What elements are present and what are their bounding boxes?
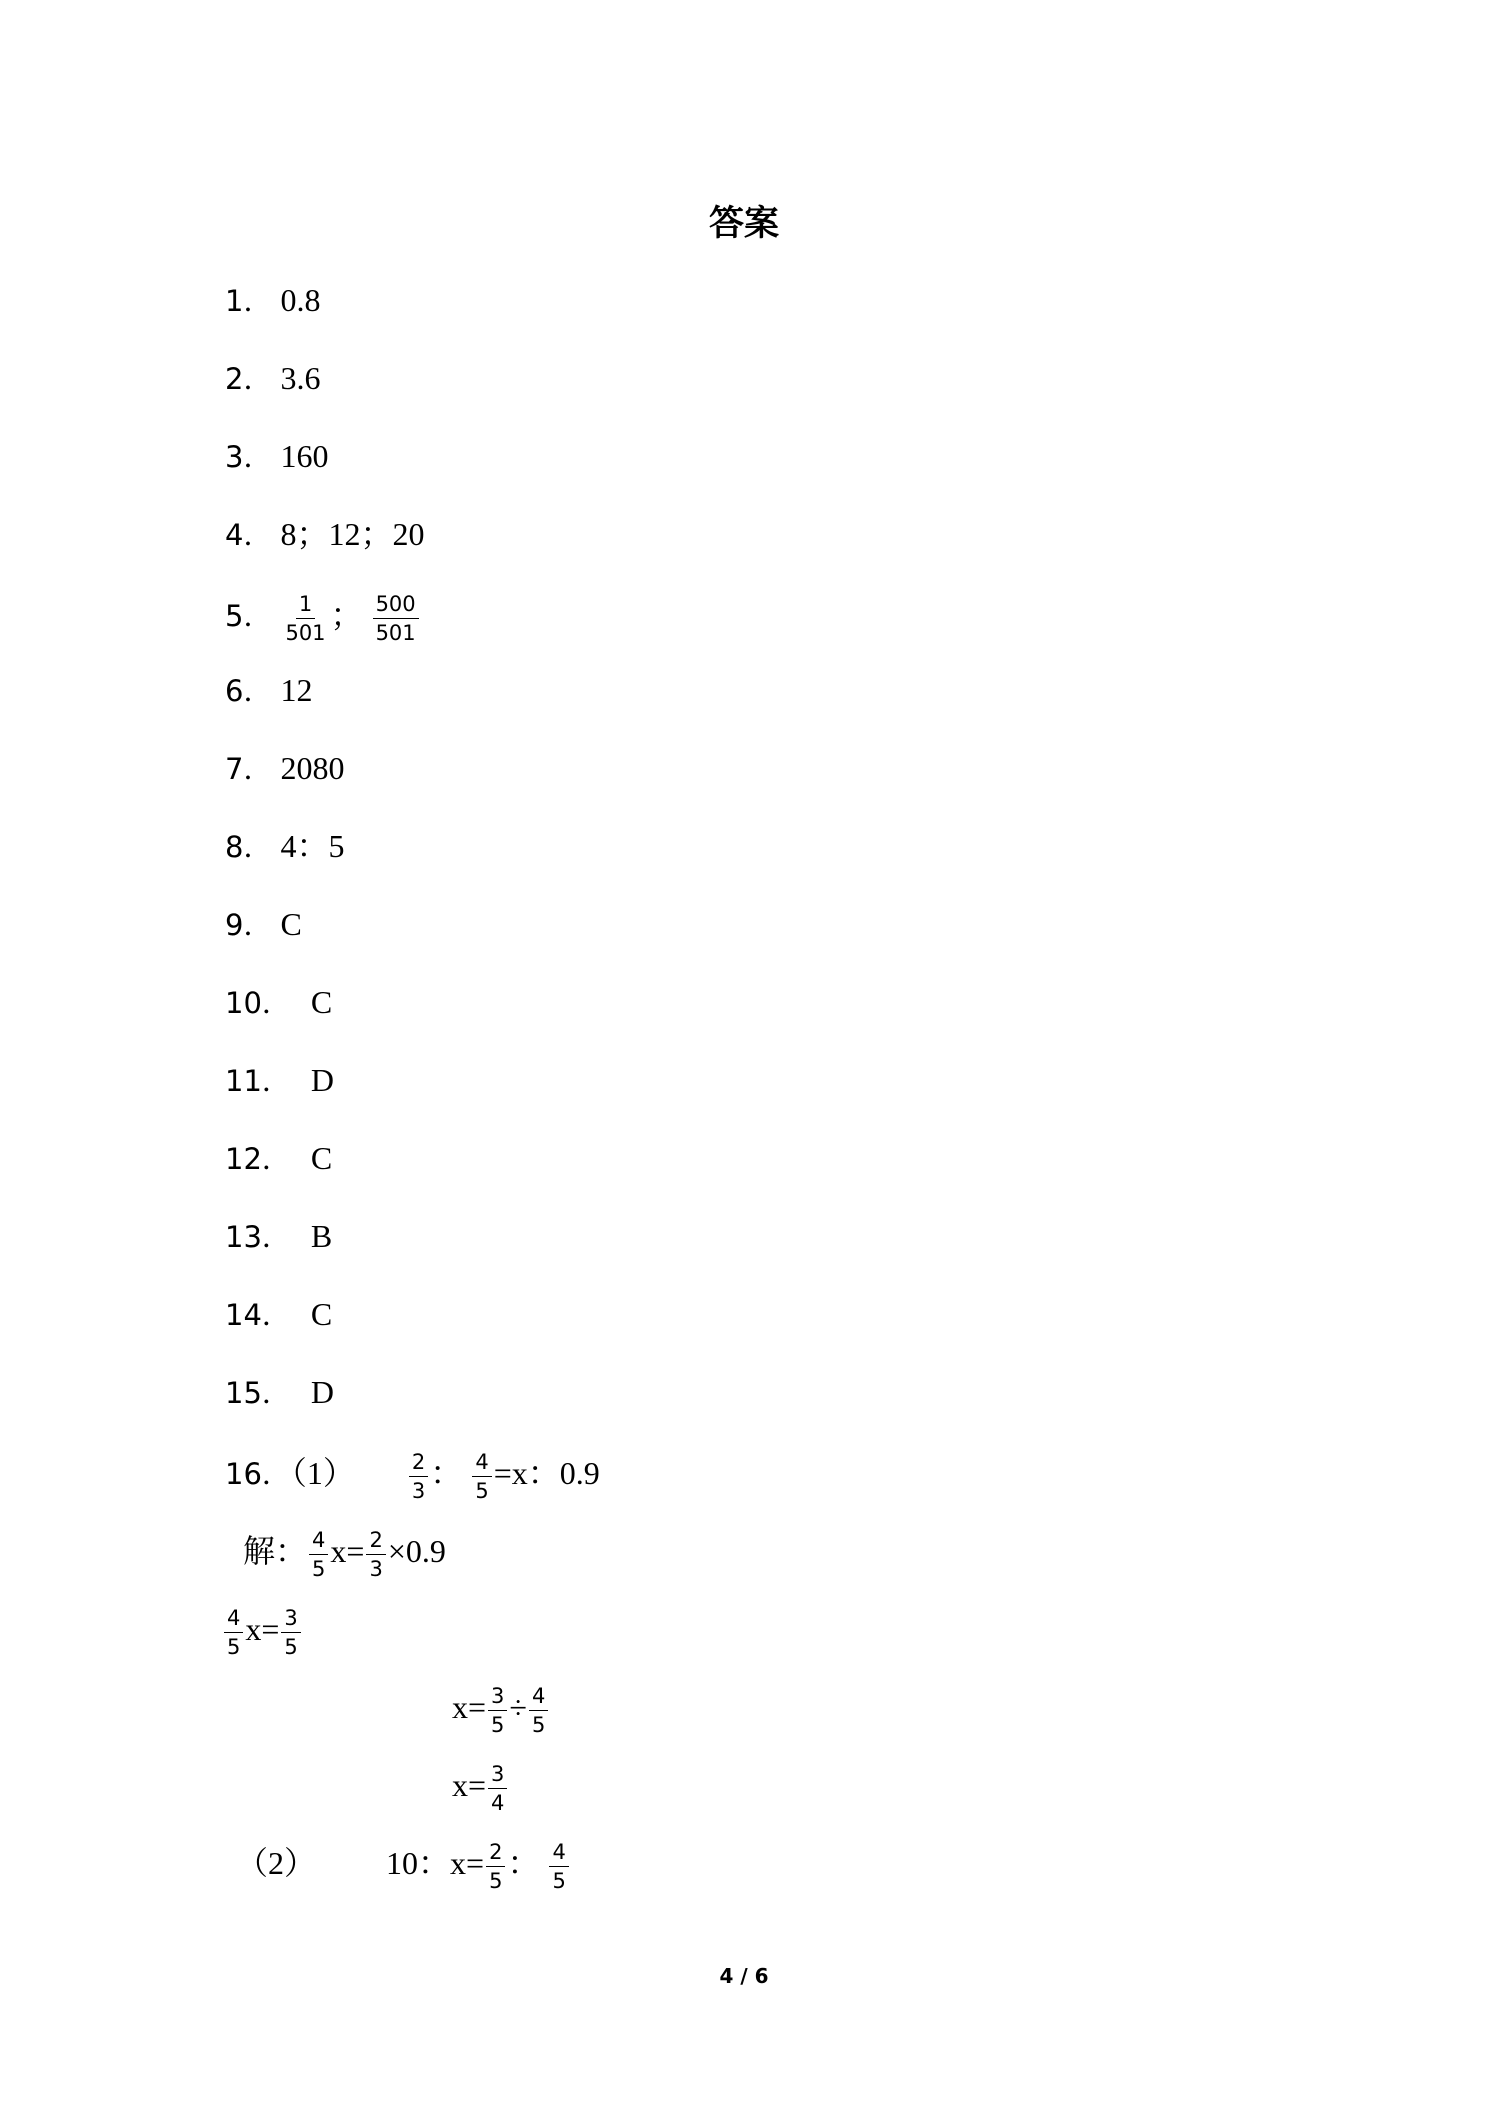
page-number: 4 / 6 [719,1964,769,1988]
answer-line: 9． C [225,906,302,942]
fraction: $\frac{2}{5}$ [486,1840,505,1893]
fraction: $\frac{3}{5}$ [488,1684,507,1737]
page-title: 答案 [708,204,779,244]
answer-line: 15． D [225,1374,335,1410]
answer-line: 13． B [225,1218,333,1254]
fraction: $\frac{4}{5}$ [224,1606,243,1659]
solution-step: x= $\frac{3}{5}$ ÷ $\frac{4}{5}$ [452,1684,550,1737]
answer-line: 7． 2080 [225,750,345,786]
answer-line: 1． 0.8 [225,282,321,318]
answer-line: 8． 4：5 [225,828,345,864]
answer-line: 11． D [225,1062,335,1098]
fraction: $\frac{4}{5}$ [472,1450,491,1503]
fraction: $\frac{4}{5}$ [529,1684,548,1737]
q16-part2-line: （2） 10：x= $\frac{2}{5}$ ： $\frac{4}{5}$ [236,1840,571,1893]
fraction: $\frac{2}{3}$ [366,1528,385,1581]
solution-step: x= $\frac{3}{4}$ [452,1762,509,1815]
answer-line: 4． 8；12；20 [225,516,425,552]
fraction: $\frac{3}{4}$ [488,1762,507,1815]
answer-line: 6． 12 [225,672,313,708]
solution-step: $\frac{4}{5}$ x= $\frac{3}{5}$ [222,1606,303,1659]
answer-line: 10． C [225,984,333,1020]
fraction: $\frac{1}{501}$ [285,592,326,645]
fraction: $\frac{500}{501}$ [373,592,419,645]
answer-line: 5． $\frac{1}{501}$ ； $\frac{500}{501}$ [225,592,421,645]
answer-line: 12． C [225,1140,333,1176]
solution-step: 解： $\frac{4}{5}$ x= $\frac{2}{3}$ ×0.9 [243,1528,446,1581]
fraction: $\frac{3}{5}$ [281,1606,300,1659]
answer-line: 3． 160 [225,438,329,474]
fraction: $\frac{4}{5}$ [549,1840,568,1893]
q16-part1-line: 16．（1） $\frac{2}{3}$ ： $\frac{4}{5}$ =x：0.9 [225,1450,600,1503]
answer-line: 14． C [225,1296,333,1332]
fraction: $\frac{2}{3}$ [409,1450,428,1503]
fraction: $\frac{4}{5}$ [309,1528,328,1581]
answer-line: 2． 3.6 [225,360,321,396]
